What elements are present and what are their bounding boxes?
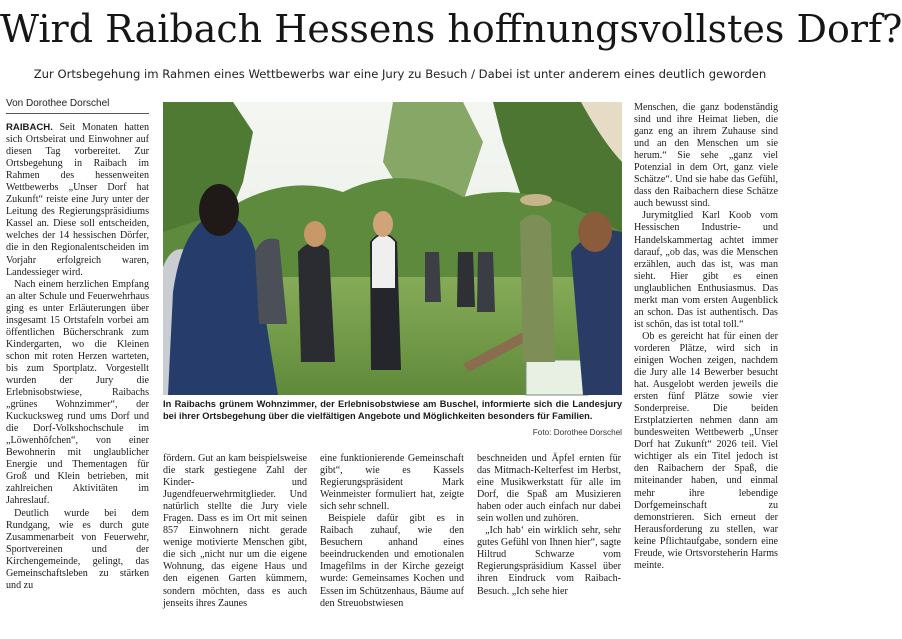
paragraph: Jurymitglied Karl Koob vom Hessischen Industrie- und Handelskammertag achtet immer darauf, „ob das, was die Menschen erzählen, auch das ist, was man sieht. Hier gibt es einen unglaublichen Enthusiasmus. Das merkt man vom ersten Augenblick an schon. Das ist authentisch. Das ist schön, das ist total toll.“ bbox=[634, 210, 778, 330]
photo-caption: In Raibachs grünem Wohnzimmer, der Erlebnisobstwiese am Buschel, informierte sich die Landesjury bei ihrer Ortsbegehung über die vielfältigen Angebote und Möglichkeiten besonders für Familien. bbox=[163, 399, 622, 421]
paragraph: Ob es gereicht hat für einen der vorderen Plätze, wird sich in einigen Wochen zeigen, nachdem die Jury alle 14 Bewerber besucht hat. Ausgelobt werden jeweils die ersten fünf Plätze sowie vier Sonderpreise. Die beiden Erstplatzierten nehmen dann am bundesweiten Wettbewerb „Unser Dorf hat Zukunft“ 2026 teil. Viel wichtiger als ein Titel jedoch ist den Raibachern der Spaß, die miteinander haben, und einmal mehr ihre lebendige Dorfgemeinschaft zu demonstrieren. Sich erneut der Herausforderung zu stellen, war keine Pflichtaufgabe, sondern eine Freude, wie Ortsvorsteherin Harms meinte. bbox=[634, 330, 778, 571]
dateline: RAIBACH. bbox=[6, 122, 53, 133]
column-5 bbox=[634, 102, 778, 635]
article-photo bbox=[163, 102, 622, 395]
person-head bbox=[199, 184, 239, 236]
paragraph: fördern. Gut an kam beispielsweise die stark gestiegene Zahl der Kinder- und Jugendfeuerwehrmitglieder. Und natürlich stellte die Jury viele Fragen. Dass es im Ort mit seinen 857 Einwohnern nicht gerade wenige motivierte Menschen gibt, die sich „nicht nur um die eigene Wohnung, das eigene Haus und den eigenen Garten kümmern, sondern möchten, dass es auch jenseits ihres Zaunes bbox=[163, 453, 307, 609]
paragraph: Beispiele dafür gibt es in Raibach zuhauf, wie den Besuchern anhand eines beeindruckenden und emotionalen Imagefilms in der Kirche gezeigt wurde: Gemeinsames Kochen und Essen im Schützenhaus, Bäume auf den Streuobstwiesen bbox=[320, 513, 464, 609]
person bbox=[457, 252, 475, 307]
person bbox=[425, 252, 441, 302]
paragraph: Menschen, die ganz bodenständig sind und ihre Heimat lieben, die ganz eng an ihrem Zuhause sind und an den Menschen um sie herum.“ Sie sehe „ganz viel Potenzial in dem Ort, ganz viele Schätze“. Und sie habe das Gefühl, dass den Raibachern diese Schätze auch bewusst sind. bbox=[634, 102, 778, 210]
paragraph: eine funktionierende Gemeinschaft gibt“, wie es Kassels Regierungspräsident Mark Weinmeister formuliert hat, zeigte sich sehr schnell. bbox=[320, 453, 464, 513]
column-4 bbox=[477, 453, 621, 635]
byline-rule bbox=[6, 113, 149, 114]
column-3 bbox=[320, 453, 464, 635]
person bbox=[298, 242, 335, 362]
person-head bbox=[373, 211, 393, 237]
paragraph bbox=[6, 122, 149, 279]
paragraph: Deutlich wurde bei dem Rundgang, wie es durch gute Zusammenarbeit von Feuerwehr, Sportvereinen und der Kirchengemeinde, gelingt, das Gemeinschaftsleben zu stärken und zu bbox=[6, 507, 149, 591]
paragraph: beschneiden und Äpfel ernten für das Mitmach-Kelterfest im Herbst, eine Musikwerkstatt für alle im Dorf, die Spaß am Musizieren haben oder auch einfach nur dabei sein wollen und zuhören. bbox=[477, 453, 621, 525]
person-head bbox=[304, 221, 326, 247]
headline: Wird Raibach Hessens hoffnungsvollstes Dorf? bbox=[0, 7, 902, 51]
column-1 bbox=[6, 122, 149, 635]
photo-illustration bbox=[163, 102, 622, 395]
person bbox=[520, 214, 555, 362]
person-blouse bbox=[372, 235, 395, 288]
paragraph: Nach einem herzlichen Empfang an alter Schule und Feuerwehrhaus ging es unter Erläuterungen über insgesamt 15 Ortstafeln vorbei am öffentlichen Bücherschrank zum Kindergarten, wo die Kleinen schon mit roten Herzen warteten, bis zum Sportplatz. Vorgestellt wurden der Jury die Erlebnisobstwiese, Raibachs „grünes Wohnzimmer“, der Kuckucksweg rund ums Dorf und die Dorf-Volkshochschule im „Löwenhöfchen“, von einer Bewohnerin mit unglaublicher Energie und Thementagen für Groß und Klein betrieben, mit zahlreichen Aktivitäten im Jahreslauf. bbox=[6, 278, 149, 507]
person-head bbox=[578, 212, 612, 252]
byline: Von Dorothee Dorschel bbox=[6, 98, 110, 109]
photo-credit: Foto: Dorothee Dorschel bbox=[532, 428, 622, 437]
column-2 bbox=[163, 453, 307, 635]
paragraph: „Ich hab‘ ein wirklich sehr, sehr gutes Gefühl von Ihnen hier“, sagte Hiltrud Schwarze vom Regierungspräsidium Kassel über ihren Eindruck vom Raibach-Besuch. „Ich sehe hier bbox=[477, 525, 621, 597]
subheadline: Zur Ortsbegehung im Rahmen eines Wettbewerbs war eine Jury zu Besuch / Dabei ist unter anderem eines deutlich geworden bbox=[33, 67, 767, 81]
paragraph-text: Seit Monaten hatten sich Ortsbeirat und Einwohner auf diesen Tag vorbereitet. Zur Ortsbegehung in Raibach im Rahmen des hessenweiten Wettbewerbs „Unser Dorf hat Zukunft“ reiste eine Jury unter der Leitung des Regierungspräsidiums Kassel an. Diese soll entscheiden, welches der 14 hessischen Dörfer, die in den Regionalentscheiden im Vorjahr erfolgreich waren, Landessieger wird. bbox=[6, 122, 150, 278]
person bbox=[477, 252, 495, 312]
sun-hat bbox=[520, 194, 552, 206]
info-sign bbox=[526, 360, 588, 395]
